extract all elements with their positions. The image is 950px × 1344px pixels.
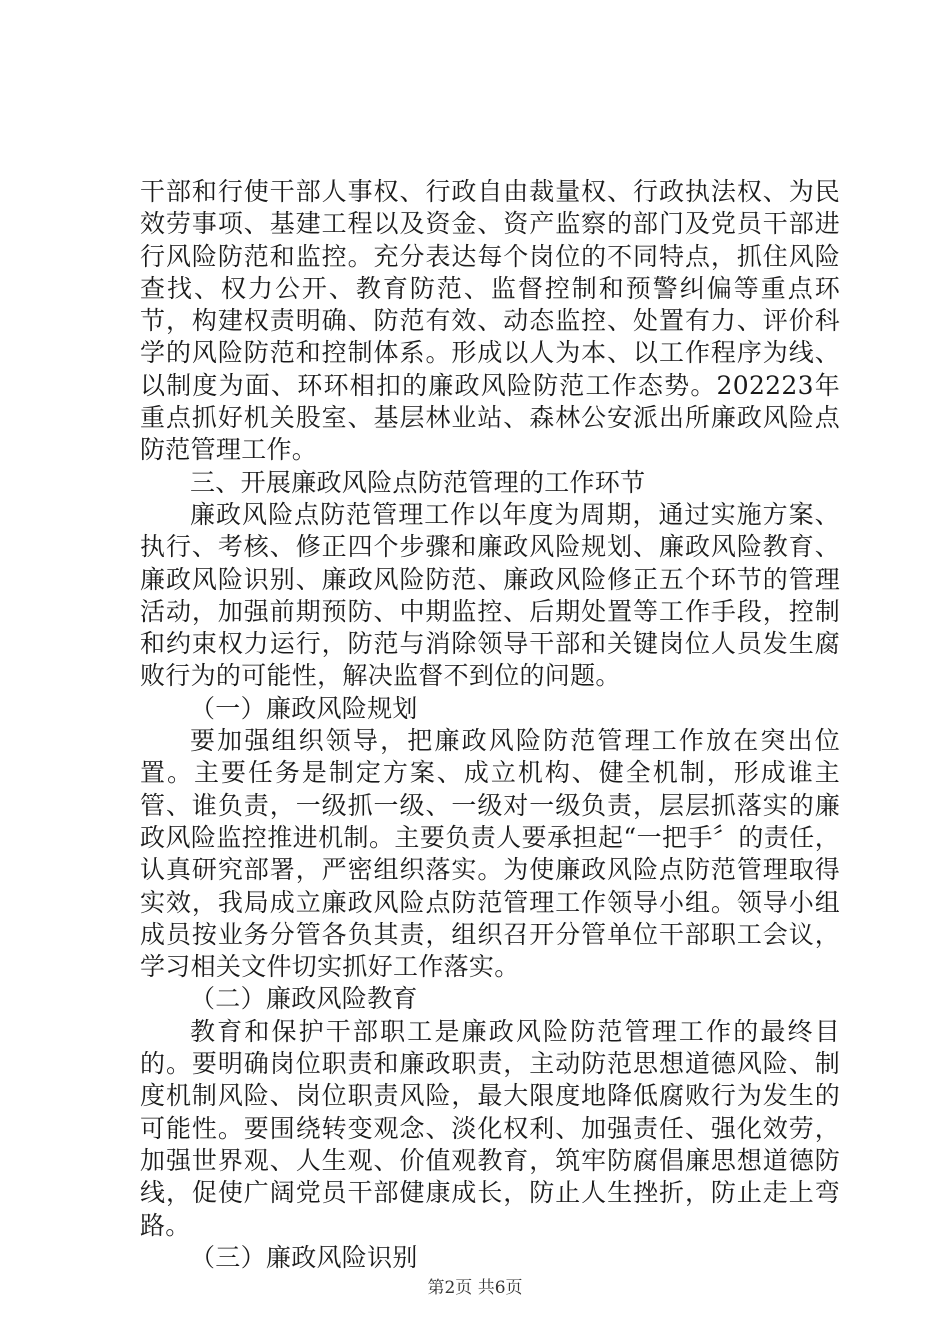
paragraph-risk-education: 教育和保护干部职工是廉政风险防范管理工作的最终目的。要明确岗位职责和廉政职责，主动防范思想道德风险、制度机制风险、岗位职责风险，最大限度地降低腐败行为发生的可能性。要围绕转变观念、淡化权利、加强责任、强化效劳，加强世界观、人生观、价值观教育，筑牢防腐倡廉思想道德防线，促使广阔党员干部健康成长，防止人生挫折，防止走上弯路。 [140, 1016, 840, 1240]
paragraph-risk-planning: 要加强组织领导，把廉政风险防范管理工作放在突出位置。主要任务是制定方案、成立机构、健全机制，形成谁主管、谁负责，一级抓一级、一级对一级负责，层层抓落实的廉政风险监控推进机制。主要负责人要承担起“一把手〞的责任，认真研究部署，严密组织落实。为使廉政风险点防范管理取得实效，我局成立廉政风险点防范管理工作领导小组。领导小组成员按业务分管各负其责，组织召开分管单位干部职工会议，学习相关文件切实抓好工作落实。 [140, 726, 840, 982]
subheading-risk-identification: （三）廉政风险识别 [190, 1242, 418, 1272]
paragraph-continuation: 干部和行使干部人事权、行政自由裁量权、行政执法权、为民效劳事项、基建工程以及资金、资产监察的部门及党员干部进行风险防范和监控。充分表达每个岗位的不同特点，抓住风险查找、权力公开、教育防范、监督控制和预警纠偏等重点环节，构建权责明确、防范有效、动态监控、处置有力、评价科学的风险防范和控制体系。形成以人为本、以工作程序为线、以制度为面、环环相扣的廉政风险防范工作态势。202223年重点抓好机关股室、基层林业站、森林公安派出所廉政风险点防范管理工作。 [140, 177, 840, 465]
page-number-footer: 第2页 共6页 [427, 1278, 523, 1298]
document-body [140, 176, 840, 1274]
subheading-risk-planning: （一）廉政风险规划 [190, 693, 418, 723]
subheading-risk-education: （二）廉政风险教育 [190, 984, 418, 1014]
section-heading-3: 三、开展廉政风险点防范管理的工作环节 [190, 467, 646, 497]
paragraph-work-steps: 廉政风险点防范管理工作以年度为周期，通过实施方案、执行、考核、修正四个步骤和廉政风险规划、廉政风险教育、廉政风险识别、廉政风险防范、廉政风险修正五个环节的管理活动，加强前期预防、中期监控、后期处置等工作手段，控制和约束权力运行，防范与消除领导干部和关键岗位人员发生腐败行为的可能性，解决监督不到位的问题。 [140, 499, 840, 691]
